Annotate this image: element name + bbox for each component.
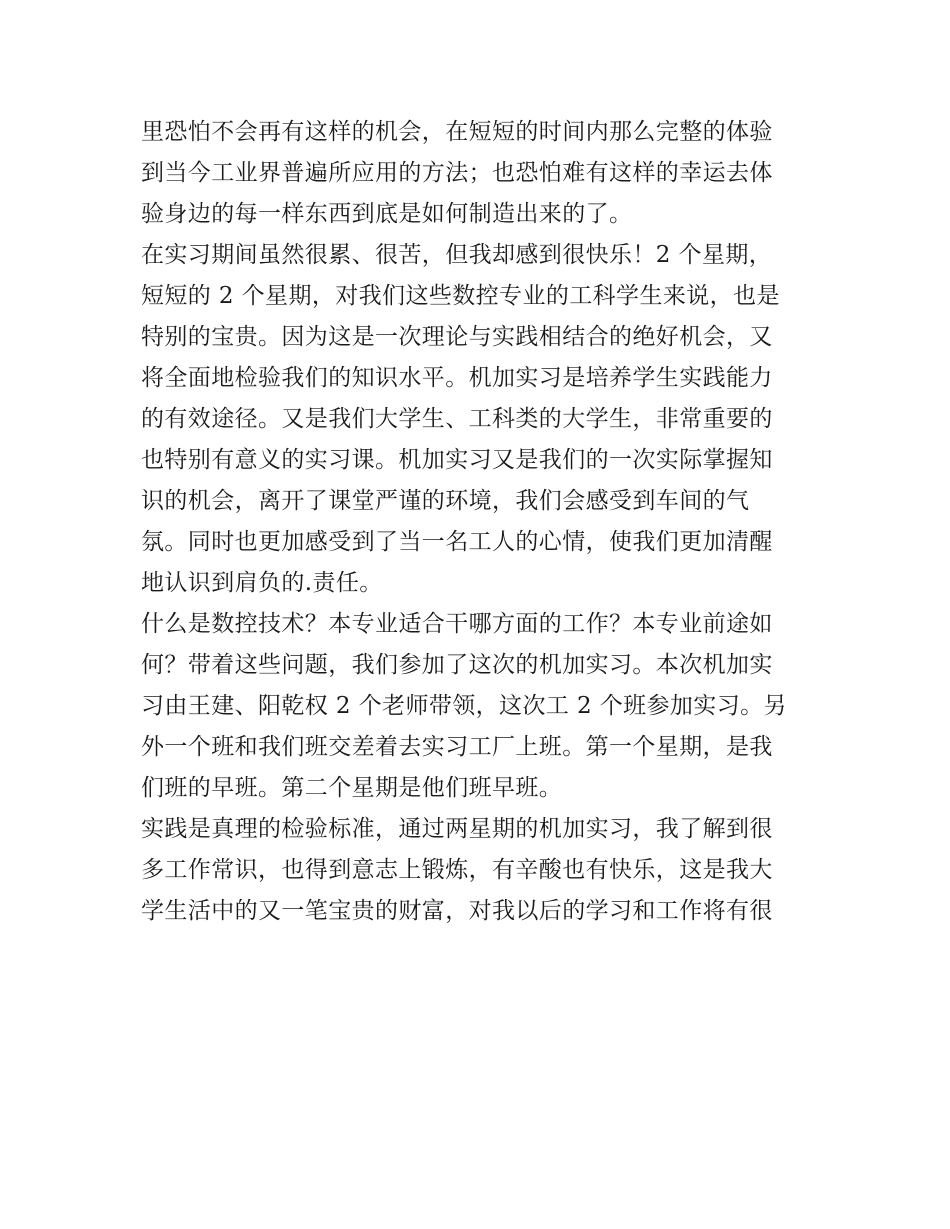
- text-line: 到当今工业界普遍所应用的方法；也恐怕难有这样的幸运去体: [141, 160, 773, 186]
- text-line: 将全面地检验我们的知识水平。机加实习是培养学生实践能力: [141, 365, 773, 391]
- text-line: 也特别有意义的实习课。机加实习又是我们的一次实际掌握知: [141, 447, 773, 473]
- text-line: 多工作常识，也得到意志上锻炼，有辛酸也有快乐，这是我大: [141, 857, 773, 883]
- text-line: 地认识到肩负的.责任。: [141, 570, 383, 596]
- text-line: 在实习期间虽然很累、很苦，但我却感到很快乐！2 个星期，: [141, 242, 773, 268]
- text-line: 的有效途径。又是我们大学生、工科类的大学生，非常重要的: [141, 406, 773, 432]
- text-line: 短短的 2 个星期，对我们这些数控专业的工科学生来说，也是: [141, 283, 780, 309]
- text-line: 们班的早班。第二个星期是他们班早班。: [141, 775, 563, 801]
- text-line: 习由王建、阳乾权 2 个老师带领，这次工 2 个班参加实习。另: [141, 693, 787, 719]
- text-line: 什么是数控技术？本专业适合干哪方面的工作？本专业前途如: [141, 611, 773, 637]
- text-line: 氛。同时也更加感受到了当一名工人的心情，使我们更加清醒: [141, 529, 773, 555]
- text-line: 识的机会，离开了课堂严谨的环境，我们会感受到车间的气: [141, 488, 750, 514]
- body-text: [141, 112, 821, 932]
- text-line: 外一个班和我们班交差着去实习工厂上班。第一个星期，是我: [141, 734, 773, 760]
- text-line: 特别的宝贵。因为这是一次理论与实践相结合的绝好机会，又: [141, 324, 773, 350]
- text-line: 里恐怕不会再有这样的机会，在短短的时间内那么完整的体验: [141, 119, 773, 145]
- text-line: 实践是真理的检验标准，通过两星期的机加实习，我了解到很: [141, 816, 773, 842]
- text-line: 学生活中的又一笔宝贵的财富，对我以后的学习和工作将有很: [141, 898, 773, 924]
- text-line: 验身边的每一样东西到底是如何制造出来的了。: [141, 201, 633, 227]
- text-line: 何？带着这些问题，我们参加了这次的机加实习。本次机加实: [141, 652, 773, 678]
